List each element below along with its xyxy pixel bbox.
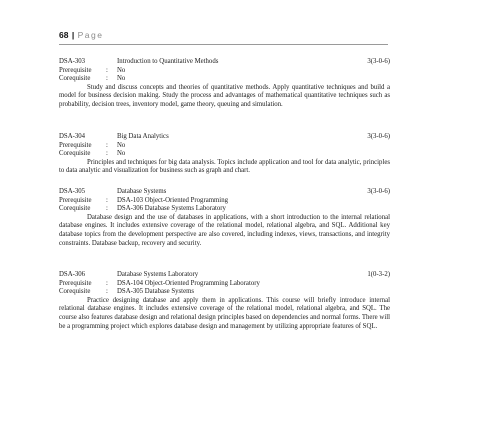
course-description: Principles and techniques for big data analysis. Topics include application and tool for data analytic, principles to data analytic and visualization for business such as graph and chart. bbox=[59, 158, 390, 175]
corequisite-row bbox=[59, 288, 390, 297]
prerequisite-colon: : bbox=[106, 141, 108, 149]
course-title: Introduction to Quantitative Methods bbox=[117, 58, 219, 65]
course-credits: 3(3-0-6) bbox=[367, 58, 390, 65]
prerequisite-value: DSA-104 Object-Oriented Programming Laboratory bbox=[117, 279, 260, 287]
prerequisite-row bbox=[59, 197, 390, 206]
prerequisite-label: Prerequisite bbox=[59, 66, 92, 74]
course-block-dsa-306 bbox=[59, 271, 390, 331]
prerequisite-row bbox=[59, 142, 390, 151]
course-title-row bbox=[59, 58, 390, 67]
course-title-row bbox=[59, 188, 390, 197]
course-title-row bbox=[59, 133, 390, 142]
corequisite-colon: : bbox=[106, 150, 108, 158]
prerequisite-value: No bbox=[117, 141, 126, 149]
corequisite-colon: : bbox=[106, 288, 108, 296]
prerequisite-label: Prerequisite bbox=[59, 141, 92, 149]
prerequisite-colon: : bbox=[106, 279, 108, 287]
corequisite-value: DSA-305 Database Systems bbox=[117, 288, 195, 296]
prerequisite-value: DSA-103 Object-Oriented Programming bbox=[117, 196, 228, 204]
corequisite-label: Corequisite bbox=[59, 75, 91, 83]
course-description: Practice designing database and apply them in applications. This course will briefly introduce internal relational database engines. It includes extensive coverage of the relational model, relational algebra, and SQL. The course also features database design and relational design principles based on dependencies and normal forms. There will be a programming project which explores database design and management by utilizing appropriate features of SQL. bbox=[59, 296, 390, 330]
corequisite-value: DSA-306 Database Systems Laboratory bbox=[117, 205, 226, 213]
corequisite-colon: : bbox=[106, 75, 108, 83]
corequisite-label: Corequisite bbox=[59, 205, 91, 213]
prerequisite-row bbox=[59, 280, 390, 289]
course-description: Database design and the use of databases in applications, with a short introduction to the internal relational database engines. It includes extensive coverage of the relational model, relational algebra, and SQL. Additional key database topics from the development perspective are also covered, including indexes, views, transactions, and integrity constraints. Database backup, recovery and security. bbox=[59, 213, 390, 247]
corequisite-row bbox=[59, 150, 390, 159]
course-credits: 3(3-0-6) bbox=[367, 188, 390, 195]
course-title: Database Systems Laboratory bbox=[117, 271, 199, 278]
course-block-dsa-304 bbox=[59, 133, 390, 176]
header-rule bbox=[59, 44, 388, 45]
course-code: DSA-306 bbox=[59, 271, 86, 278]
corequisite-row bbox=[59, 205, 390, 214]
corequisite-row bbox=[59, 75, 390, 84]
course-block-dsa-305 bbox=[59, 188, 390, 248]
corequisite-label: Corequisite bbox=[59, 288, 91, 296]
prerequisite-row bbox=[59, 67, 390, 76]
course-title-row bbox=[59, 271, 390, 280]
course-code: DSA-305 bbox=[59, 188, 86, 195]
corequisite-label: Corequisite bbox=[59, 150, 91, 158]
course-description: Study and discuss concepts and theories of quantitative methods. Apply quantitative techniques and build a model for business decision making. Study the process and advantages of mathematical quantitative techniques such as probability, decision trees, inventory model, game theory, queuing and simulation. bbox=[59, 83, 390, 108]
prerequisite-value: No bbox=[117, 66, 126, 74]
course-title: Big Data Analytics bbox=[117, 133, 169, 140]
course-credits: 3(3-0-6) bbox=[367, 133, 390, 140]
prerequisite-label: Prerequisite bbox=[59, 196, 92, 204]
corequisite-value: No bbox=[117, 150, 126, 158]
course-code: DSA-304 bbox=[59, 133, 86, 140]
prerequisite-colon: : bbox=[106, 196, 108, 204]
page-header-separator: | bbox=[71, 30, 75, 40]
page-header bbox=[59, 30, 103, 40]
page-word: Page bbox=[77, 30, 104, 40]
corequisite-value: No bbox=[117, 75, 126, 83]
corequisite-colon: : bbox=[106, 205, 108, 213]
course-title: Database Systems bbox=[117, 188, 167, 195]
course-code: DSA-303 bbox=[59, 58, 86, 65]
prerequisite-label: Prerequisite bbox=[59, 279, 92, 287]
course-block-dsa-303 bbox=[59, 58, 390, 110]
page-number: 68 bbox=[59, 30, 69, 40]
prerequisite-colon: : bbox=[106, 66, 108, 74]
course-credits: 1(0-3-2) bbox=[367, 271, 390, 278]
